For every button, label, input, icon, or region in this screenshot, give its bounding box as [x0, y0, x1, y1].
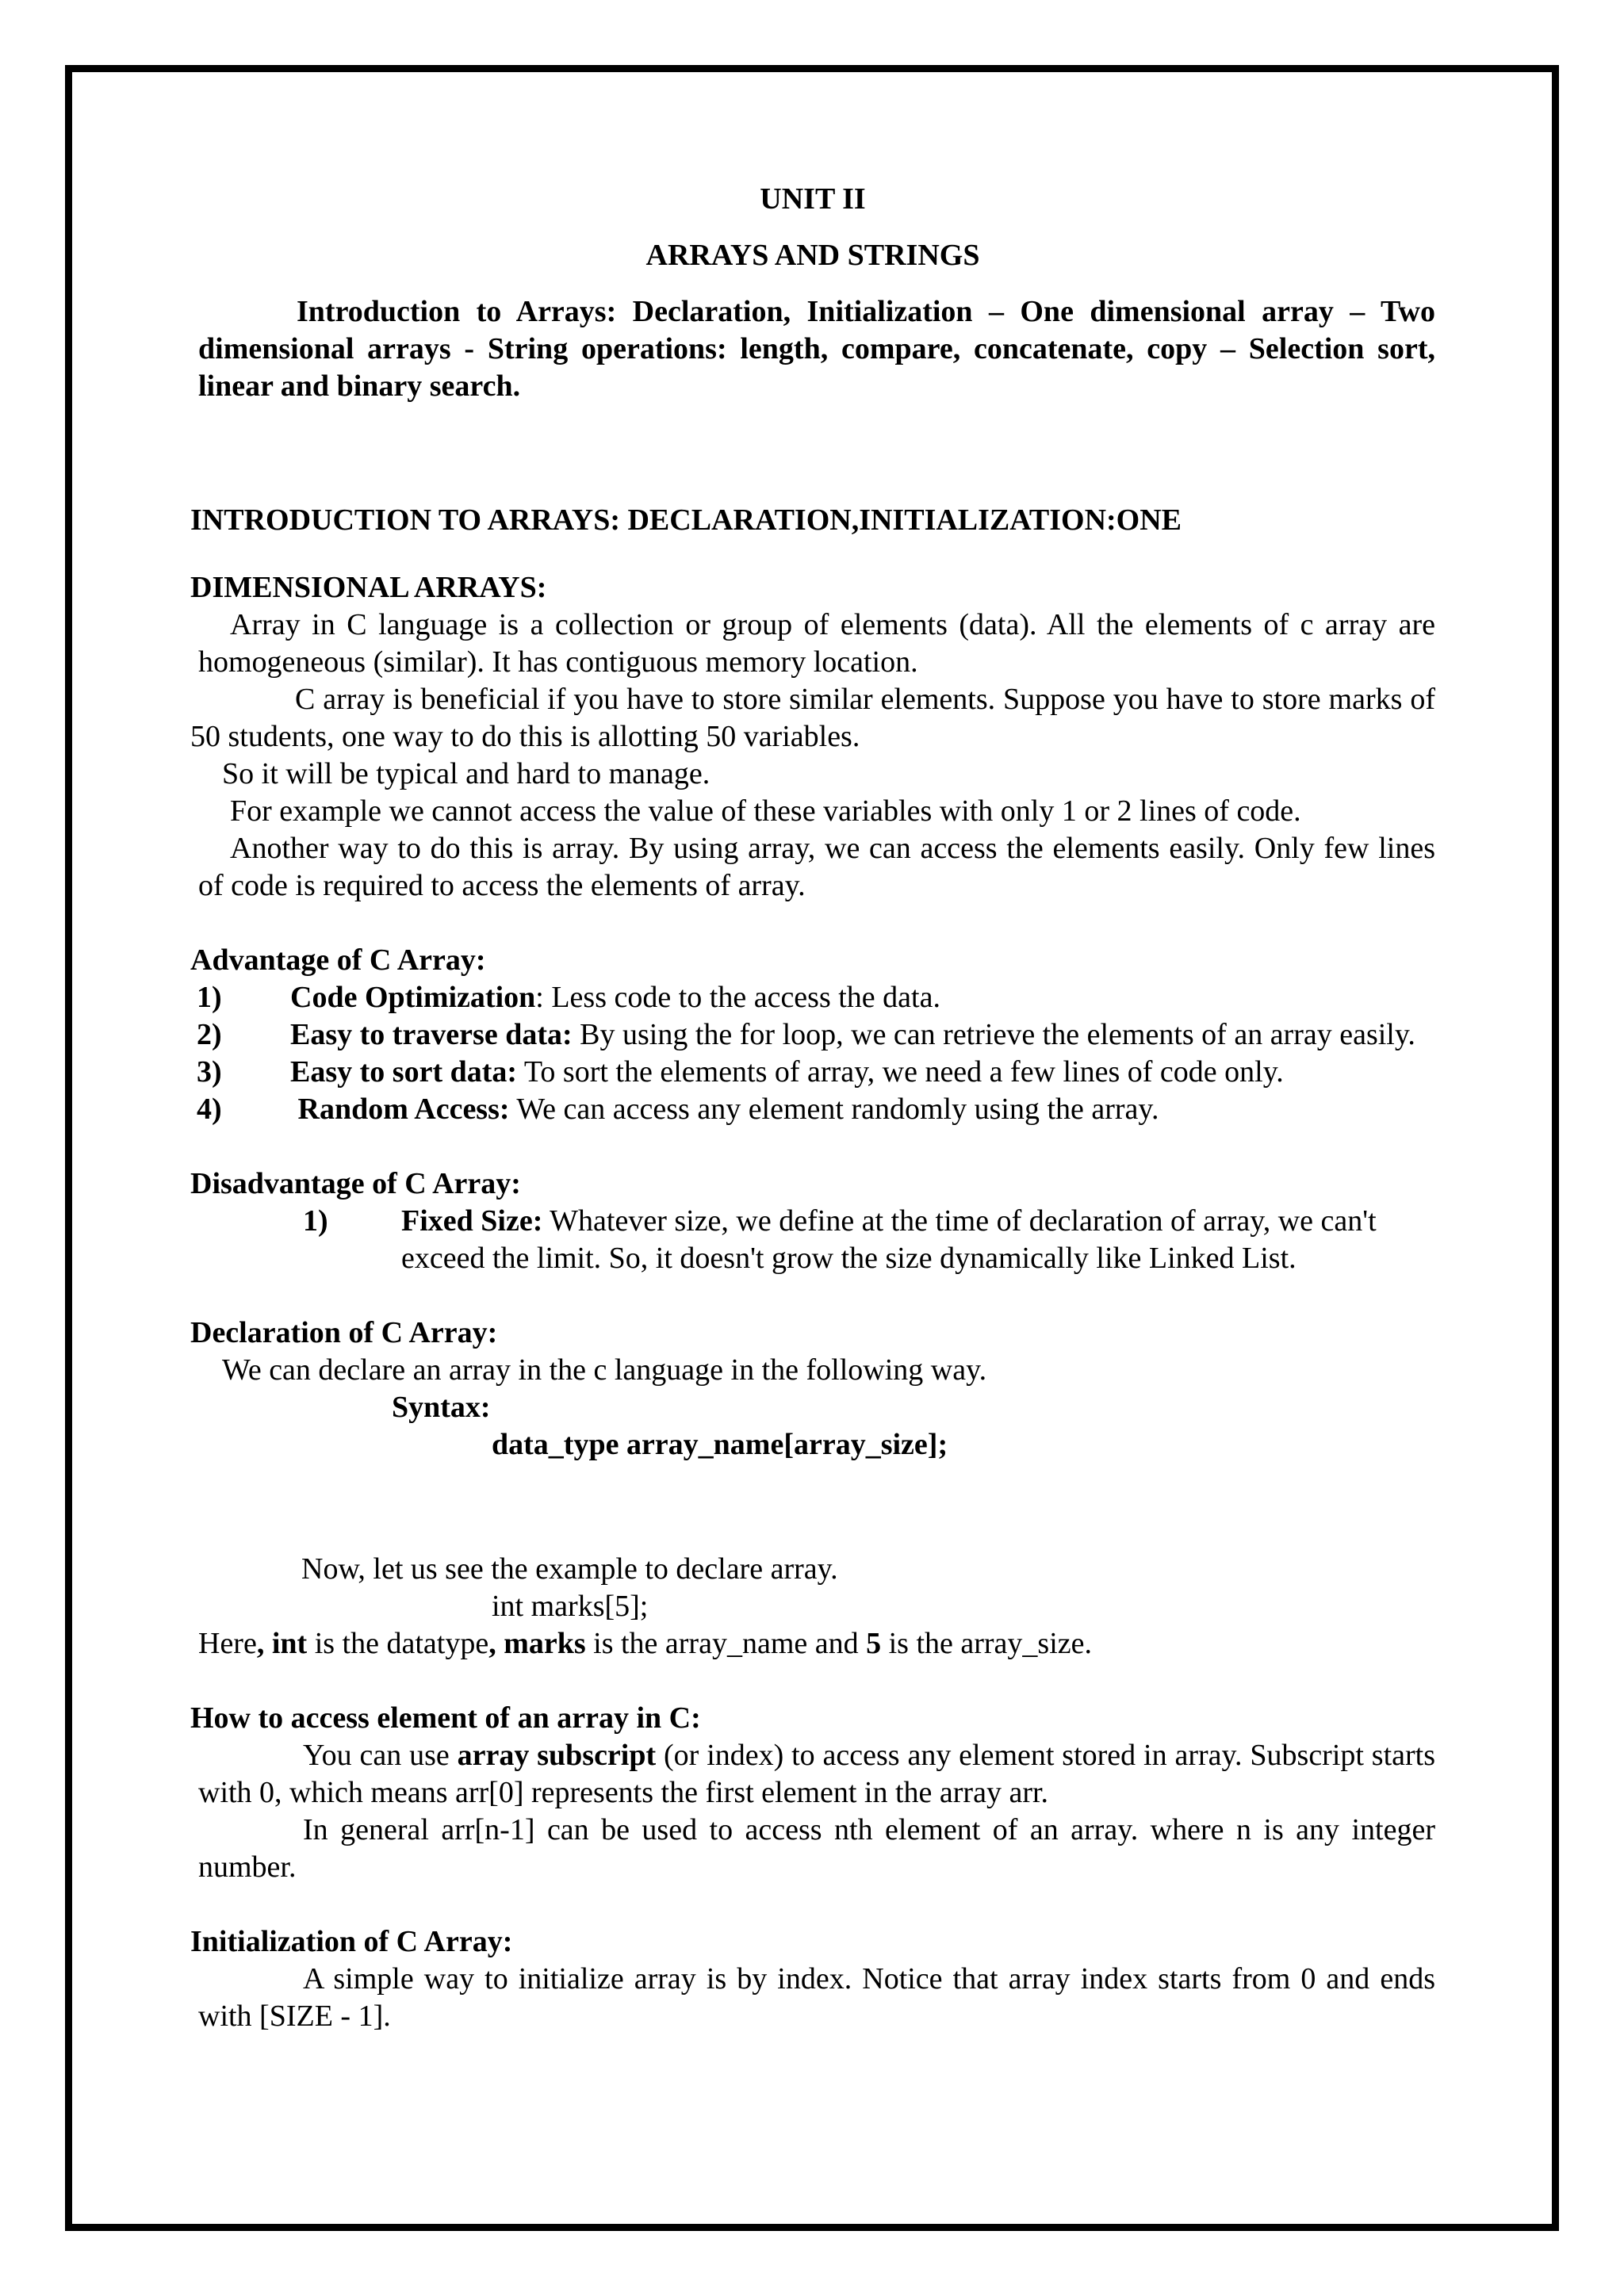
explain-bold: , marks — [488, 1627, 586, 1660]
advantage-term: Easy to sort data: — [290, 1055, 518, 1089]
advantages-section — [190, 942, 1435, 1128]
explain-text: Here — [198, 1627, 257, 1660]
access-bold: array subscript — [457, 1739, 657, 1772]
disadvantages-section — [190, 1165, 1435, 1277]
declaration-section — [190, 1314, 1435, 1663]
example-intro: Now, let us see the example to declare array. — [301, 1552, 838, 1586]
advantage-text: By using the for loop, we can retrieve the elements of an array easily. — [572, 1018, 1415, 1051]
access-text: (or index) to access any element stored in array. Subscript starts with 0, which means arr[0] represents the first element in the array arr. — [198, 1739, 1436, 1809]
access-paragraph-2: In general arr[n-1] can be used to access nth element of an array. where n is any integer number. — [198, 1813, 1435, 1884]
intro-heading-line2: DIMENSIONAL ARRAYS: — [190, 571, 547, 604]
initialization-heading: Initialization of C Array: — [190, 1925, 513, 1958]
access-heading: How to access element of an array in C: — [190, 1701, 701, 1735]
advantage-term: Random Access: — [297, 1093, 510, 1126]
declaration-heading: Declaration of C Array: — [190, 1316, 498, 1349]
disadvantage-text: Whatever size, we define at the time of declaration of array, we can't exceed the limit. So, it doesn't grow the size dynamically like Linked List. — [401, 1204, 1377, 1275]
chapter-title: ARRAYS AND STRINGS — [645, 239, 980, 272]
list-number: 1) — [197, 981, 222, 1014]
advantage-item — [190, 979, 1435, 1016]
explain-text: is the array_name and — [585, 1627, 867, 1660]
list-number: 3) — [197, 1055, 222, 1089]
advantage-item — [190, 1016, 1435, 1054]
access-paragraph-1 — [198, 1737, 1435, 1812]
intro-paragraph-3: So it will be typical and hard to manage. — [222, 757, 710, 790]
advantage-text: We can access any element randomly using the array. — [509, 1093, 1159, 1126]
initialization-paragraph: A simple way to initialize array is by index. Notice that array index starts from 0 and ends with [SIZE - 1]. — [198, 1962, 1435, 2033]
advantage-term: Easy to traverse data: — [290, 1018, 573, 1051]
initialization-section — [190, 1923, 1435, 2035]
example-code: int marks[5]; — [492, 1590, 649, 1623]
list-number: 4) — [197, 1093, 222, 1126]
example-explanation — [198, 1625, 1435, 1663]
syntax-code: data_type array_name[array_size]; — [492, 1428, 948, 1461]
intro-paragraph-5: Another way to do this is array. By using array, we can access the elements easily. Only few lines of code is required to access the elements of array. — [198, 832, 1435, 902]
syllabus-summary: Introduction to Arrays: Declaration, Initialization – One dimensional array – Two dimensional arrays - String operations: length, compare, concatenate, copy – Selection sort, linear and binary search. — [198, 295, 1435, 403]
advantage-text: To sort the elements of array, we need a few lines of code only. — [517, 1055, 1284, 1089]
advantage-term: Code Optimization — [290, 981, 536, 1014]
list-number: 2) — [197, 1018, 222, 1051]
intro-paragraph-4: For example we cannot access the value of these variables with only 1 or 2 lines of code. — [230, 794, 1301, 828]
access-text: You can use — [303, 1739, 458, 1772]
access-section — [190, 1700, 1435, 1886]
advantage-text: : Less code to the access the data. — [535, 981, 940, 1014]
explain-bold: , int — [256, 1627, 308, 1660]
disadvantages-heading: Disadvantage of C Array: — [190, 1167, 521, 1200]
intro-heading-line1: INTRODUCTION TO ARRAYS: DECLARATION,INITIALIZATION:ONE — [190, 503, 1182, 537]
explain-text: is the array_size. — [881, 1627, 1092, 1660]
document-body — [190, 181, 1435, 2035]
syntax-label: Syntax: — [392, 1391, 491, 1424]
list-number: 1) — [303, 1204, 328, 1238]
intro-paragraph-1: Array in C language is a collection or group of elements (data). All the elements of c array are homogeneous (similar). It has contiguous memory location. — [198, 608, 1435, 679]
unit-title: UNIT II — [760, 182, 866, 216]
advantages-heading: Advantage of C Array: — [190, 943, 486, 977]
intro-paragraph-2: C array is beneficial if you have to store similar elements. Suppose you have to store marks of 50 students, one way to do this is allotting 50 variables. — [190, 683, 1435, 753]
explain-text: is the datatype — [307, 1627, 489, 1660]
declaration-paragraph: We can declare an array in the c language in the following way. — [222, 1353, 987, 1387]
disadvantage-item — [247, 1203, 1435, 1277]
advantage-item — [190, 1091, 1435, 1128]
explain-bold: 5 — [866, 1627, 882, 1660]
advantage-item — [190, 1054, 1435, 1091]
disadvantage-term: Fixed Size: — [401, 1204, 543, 1238]
